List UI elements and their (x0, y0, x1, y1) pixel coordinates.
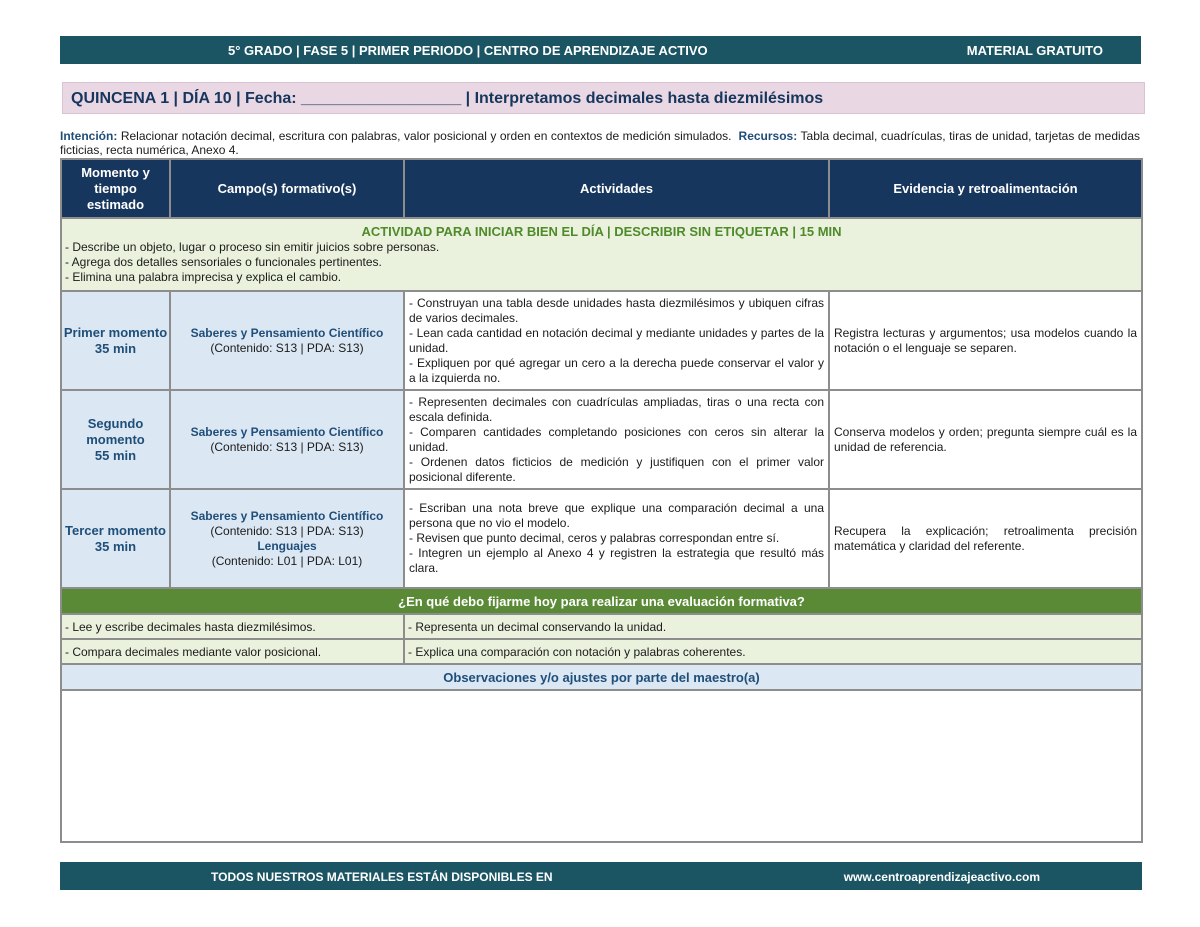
intencion-text: Relacionar notación decimal, escritura con palabras, valor posicional y orden en contextos de medición simulados. (120, 129, 732, 143)
field-content: (Contenido: S13 | PDA: S13) (210, 340, 364, 355)
start-activity-cell (61, 218, 1142, 291)
intencion-label: Intención: (60, 129, 118, 143)
moment-cell (61, 291, 170, 390)
evaluation-title: ¿En qué debo fijarme hoy para realizar una evaluación formativa? (61, 588, 1142, 614)
evaluation-item: - Explica una comparación con notación y palabras coherentes. (404, 639, 1142, 664)
field-name: Saberes y Pensamiento Científico (190, 325, 384, 340)
start-activity-line: - Agrega dos detalles sensoriales o funcionales pertinentes. (65, 255, 382, 269)
header-right-text: MATERIAL GRATUITO (966, 43, 1103, 58)
moment-cell (61, 489, 170, 588)
evidence-cell: Conserva modelos y orden; pregunta siempre cuál es la unidad de referencia. (829, 390, 1142, 489)
intro-paragraph (60, 129, 1140, 157)
moment-name: Tercer momento (65, 522, 166, 538)
field-name: Saberes y Pensamiento Científico (190, 424, 384, 439)
field-content: (Contenido: S13 | PDA: S13) (210, 439, 364, 454)
activity-line: - Escriban una nota breve que explique una comparación decimal a una persona que no vio el modelo. (409, 501, 824, 530)
activity-line: - Revisen que punto decimal, ceros y palabras correspondan entre sí. (409, 531, 780, 545)
moment-name: Primer momento (63, 324, 168, 340)
recursos-label: Recursos: (738, 129, 798, 143)
evaluation-row (61, 639, 1142, 664)
activity-line: - Construyan una tabla desde unidades hasta diezmilésimos y ubiquen cifras de varios decimales. (409, 295, 824, 325)
field-cell (170, 291, 404, 390)
header-center-text: 5° GRADO | FASE 5 | PRIMER PERIODO | CENTRO DE APRENDIZAJE ACTIVO (228, 43, 708, 58)
header-evidence: Evidencia y retroalimentación (829, 159, 1142, 218)
observations-title: Observaciones y/o ajustes por parte del maestro(a) (61, 664, 1142, 690)
field-cell (170, 390, 404, 489)
footer-website-link[interactable]: www.centroaprendizajeactivo.com (843, 870, 1040, 884)
moment-row-1 (61, 291, 1142, 390)
moment-name: Segundo momento (86, 415, 145, 447)
evidence-cell: Recupera la explicación; retroalimenta precisión matemática y claridad del referente. (829, 489, 1142, 588)
recursos-text: Tabla decimal, cuadrículas, tiras de unidad, tarjetas de medidas ficticias, recta numérica, Anexo 4. (60, 129, 1141, 157)
field2-name: Lenguajes (257, 538, 317, 553)
header-field: Campo(s) formativo(s) (170, 159, 404, 218)
evaluation-item: - Representa un decimal conservando la unidad. (404, 614, 1142, 639)
moment-time: 35 min (94, 538, 137, 554)
observations-header-row (61, 664, 1142, 690)
activity-line: - Ordenen datos ficticios de medición y justifiquen con el primer valor posicional diferente. (409, 454, 824, 484)
page-title: QUINCENA 1 | DÍA 10 | Fecha: __________________ | Interpretamos decimales hasta diezmilésimos (62, 82, 1145, 114)
activity-line: - Comparen cantidades completando posiciones con ceros sin alterar la unidad. (409, 424, 824, 454)
observations-area[interactable] (61, 690, 1142, 842)
activity-line: - Representen decimales con cuadrículas ampliadas, tiras o una recta con escala definida. (409, 394, 824, 424)
top-banner (60, 36, 1141, 64)
evidence-cell: Registra lecturas y argumentos; usa modelos cuando la notación o el lenguaje se separen. (829, 291, 1142, 390)
header-activities: Actividades (404, 159, 829, 218)
moment-time: 55 min (94, 447, 137, 463)
start-activity-row (61, 218, 1142, 291)
evaluation-item: - Compara decimales mediante valor posicional. (61, 639, 404, 664)
moment-time: 35 min (94, 340, 137, 356)
table-header-row (61, 159, 1142, 218)
field-cell (170, 489, 404, 588)
start-activity-line: - Elimina una palabra imprecisa y explica el cambio. (65, 270, 342, 284)
bottom-banner (60, 862, 1142, 890)
activities-cell (404, 291, 829, 390)
footer-left-text: TODOS NUESTROS MATERIALES ESTÁN DISPONIBLES EN (211, 870, 553, 884)
evaluation-row (61, 614, 1142, 639)
activity-line: - Expliquen por qué agregar un cero a la derecha puede conservar el valor y a la izquierda no. (409, 355, 824, 385)
field-name: Saberes y Pensamiento Científico (190, 508, 384, 523)
field2-content: (Contenido: L01 | PDA: L01) (211, 553, 363, 568)
moment-row-3 (61, 489, 1142, 588)
field-content: (Contenido: S13 | PDA: S13) (210, 523, 364, 538)
header-moment: Momento y tiempo estimado (61, 159, 170, 218)
activity-line: - Lean cada cantidad en notación decimal y mediante unidades y partes de la unidad. (409, 325, 824, 355)
start-activity-title: ACTIVIDAD PARA INICIAR BIEN EL DÍA | DESCRIBIR SIN ETIQUETAR | 15 MIN (361, 224, 842, 239)
evaluation-header-row (61, 588, 1142, 614)
activities-cell (404, 489, 829, 588)
evaluation-item: - Lee y escribe decimales hasta diezmilésimos. (61, 614, 404, 639)
moment-row-2 (61, 390, 1142, 489)
start-activity-line: - Describe un objeto, lugar o proceso sin emitir juicios sobre personas. (65, 240, 440, 254)
moment-cell (61, 390, 170, 489)
activity-line: - Integren un ejemplo al Anexo 4 y registren la estrategia que resultó más clara. (409, 546, 824, 575)
plan-table (60, 158, 1143, 843)
activities-cell (404, 390, 829, 489)
observations-body-row (61, 690, 1142, 842)
